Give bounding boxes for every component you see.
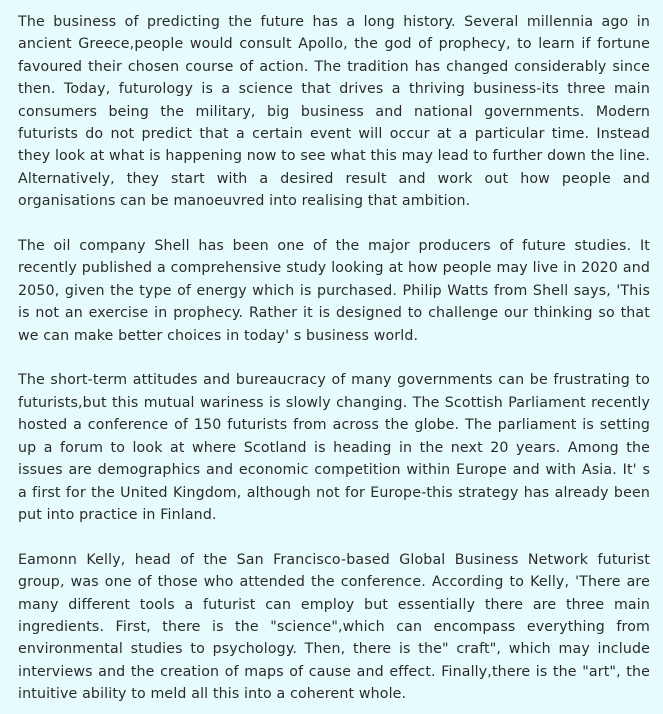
- article-paragraph-3: The short-term attitudes and bureaucracy of many governments can be frustrating to futurists,but this mutual wariness is slowly changing. The Scottish Parliament recently hosted a conference of 150 futurists from across the globe. The parliament is setting up a forum to look at where Scotland is heading in the next 20 years. Among the issues are demographics and economic competition within Europe and with Asia. It' s a first for the United Kingdom, although not for Europe-this strategy has already been put into practice in Finland.: [18, 372, 650, 523]
- article-paragraph-4: Eamonn Kelly, head of the San Francisco-based Global Business Network futurist group, was one of those who attended the conference. According to Kelly, 'There are many different tools a futurist can employ but essentially there are three main ingredients. First, there is the "science",which can encompass everything from environmental studies to psychology. Then, there is the" craft", which may include interviews and the creation of maps of cause and effect. Finally,there is the "art", the intuitive ability to meld all this into a coherent whole.: [18, 551, 650, 703]
- article-paragraph-2: The oil company Shell has been one of the major producers of future studies. It recently published a comprehensive study looking at how people may live in 2020 and 2050, given the type of energy which is purchased. Philip Watts from Shell says, 'This is not an exercise in prophecy. Rather it is designed to challenge our thinking so that we can make better choices in today' s business world.: [18, 238, 650, 344]
- article-paragraph-1: The business of predicting the future has a long history. Several millennia ago in ancient Greece,people would consult Apollo, the god of prophecy, to learn if fortune favoured their chosen course of action. The tradition has changed considerably since then. Today, futurology is a science that drives a thriving business-its three main consumers being the military, big business and national governments. Modern futurists do not predict that a certain event will occur at a particular time. Instead they look at what is happening now to see what this may lead to further down the line. Alternatively, they start with a desired result and work out how people and organisations can be manoeuvred into realising that ambition.: [18, 14, 650, 210]
